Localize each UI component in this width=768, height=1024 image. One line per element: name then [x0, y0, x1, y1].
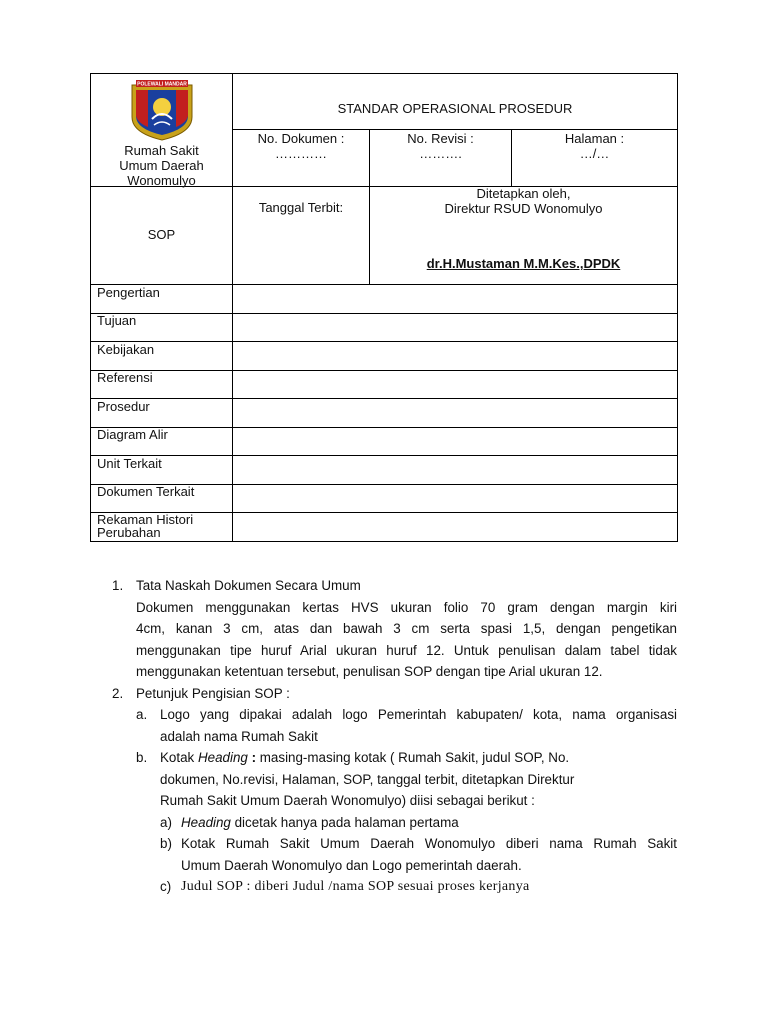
- hospital-logo: [128, 79, 196, 141]
- no-revisi-label: No. Revisi :: [407, 131, 474, 146]
- logo-emblem-icon: [128, 79, 196, 141]
- item1-line: menggunakan tipe huruf Arial ukuran huruf 12. Untuk penulisan dalam tabel tidak: [136, 642, 677, 658]
- item-a-line: Logo yang dipakai adalah logo Pemerintah kabupaten/ kota, nama organisasi: [160, 707, 677, 722]
- ditetapkan-block: [370, 186, 677, 216]
- no-revisi-cell: [370, 131, 511, 161]
- table-line-row: [90, 341, 678, 342]
- row-label-diagram-alir: Diagram Alir: [97, 427, 168, 442]
- row-label-line: Perubahan: [97, 525, 161, 540]
- table-line-row: [90, 370, 678, 371]
- text-run: dicetak hanya pada halaman pertama: [230, 814, 459, 830]
- hospital-name-line: Rumah Sakit: [124, 143, 199, 158]
- table-border-bottom: [90, 541, 678, 542]
- no-dokumen-value: …………: [275, 146, 327, 161]
- row-label-referensi: Referensi: [97, 370, 153, 385]
- sub-c-text: Judul SOP : diberi Judul /nama SOP sesuai proses kerjanya: [181, 879, 530, 894]
- table-line-row: [90, 313, 678, 314]
- table-line-title-bottom: [232, 129, 678, 130]
- item1-line: menggunakan ketentuan tersebut, penulisan SOP dengan tipe Arial ukuran 12.: [136, 664, 603, 679]
- item-b-line: dokumen, No.revisi, Halaman, SOP, tanggal terbit, ditetapkan Direktur: [160, 771, 575, 787]
- signatory-name: dr.H.Mustaman M.M.Kes.,DPDK: [426, 256, 621, 271]
- table-border-right: [677, 73, 678, 542]
- list-number: 1.: [112, 578, 124, 593]
- row-label-dokumen-terkait: Dokumen Terkait: [97, 484, 195, 499]
- svg-text:POLEWALI MANDAR: POLEWALI MANDAR: [137, 81, 187, 88]
- item1-line: 4cm, kanan 3 cm, atas dan bawah 3 cm serta spasi 1,5, dengan pengetikan: [136, 621, 677, 636]
- row-label-line: Rekaman Histori: [97, 512, 194, 527]
- hospital-name: [91, 143, 232, 188]
- list-sub-letter: a): [160, 814, 172, 830]
- table-line-row: [90, 398, 678, 399]
- no-dokumen-cell: [233, 131, 369, 161]
- sop-label: SOP: [147, 227, 176, 242]
- row-label-unit-terkait: Unit Terkait: [97, 456, 162, 471]
- document-title: STANDAR OPERASIONAL PROSEDUR: [337, 101, 573, 116]
- table-border-top: [90, 73, 678, 74]
- item2-title: Petunjuk Pengisian SOP :: [136, 685, 290, 701]
- hospital-name-line: Umum Daerah: [119, 158, 204, 173]
- ditetapkan-line: Ditetapkan oleh,: [476, 186, 571, 201]
- italic-run: Heading: [197, 750, 248, 765]
- table-line-row: [90, 427, 678, 428]
- sub-b-line: Kotak Rumah Sakit Umum Daerah Wonomulyo diberi nama Rumah Sakit: [181, 836, 677, 851]
- halaman-label: Halaman :: [564, 131, 625, 146]
- list-sub-letter: b): [160, 836, 172, 851]
- row-label-tujuan: Tujuan: [97, 313, 137, 328]
- item1-title: Tata Naskah Dokumen Secara Umum: [136, 578, 361, 593]
- list-sub-letter: c): [160, 879, 172, 894]
- row-label-rekaman-histori: [97, 513, 193, 539]
- item1-line: Dokumen menggunakan kertas HVS ukuran folio 70 gram dengan margin kiri: [136, 599, 677, 615]
- row-label-prosedur: Prosedur: [97, 399, 150, 414]
- item-a-line: adalah nama Rumah Sakit: [160, 728, 318, 744]
- hospital-name-line: Wonomulyo: [127, 173, 196, 188]
- list-letter: a.: [136, 707, 148, 722]
- table-line-sop-bottom: [90, 284, 678, 285]
- ditetapkan-line: Direktur RSUD Wonomulyo: [444, 201, 603, 216]
- list-number: 2.: [112, 685, 124, 701]
- sub-a-text: [181, 812, 459, 834]
- text-run: Kotak: [160, 750, 198, 765]
- no-dokumen-label: No. Dokumen :: [257, 131, 345, 146]
- halaman-cell: [512, 131, 677, 161]
- bold-run: :: [247, 750, 257, 765]
- sub-b-line: Umum Daerah Wonomulyo dan Logo pemerintah daerah.: [181, 857, 522, 873]
- list-letter: b.: [136, 750, 148, 765]
- item-b-line: [160, 747, 569, 769]
- italic-run: Heading: [181, 814, 231, 830]
- tanggal-terbit-label: Tanggal Terbit:: [258, 200, 344, 215]
- halaman-value: …/…: [579, 146, 610, 161]
- row-label-pengertian: Pengertian: [97, 285, 160, 300]
- table-line-row: [90, 455, 678, 456]
- no-revisi-value: ……….: [419, 146, 462, 161]
- row-label-kebijakan: Kebijakan: [97, 342, 155, 357]
- text-run: masing-masing kotak ( Rumah Sakit, judul SOP, No.: [256, 750, 570, 765]
- item-b-line: Rumah Sakit Umum Daerah Wonomulyo) diisi sebagai berikut :: [160, 793, 535, 808]
